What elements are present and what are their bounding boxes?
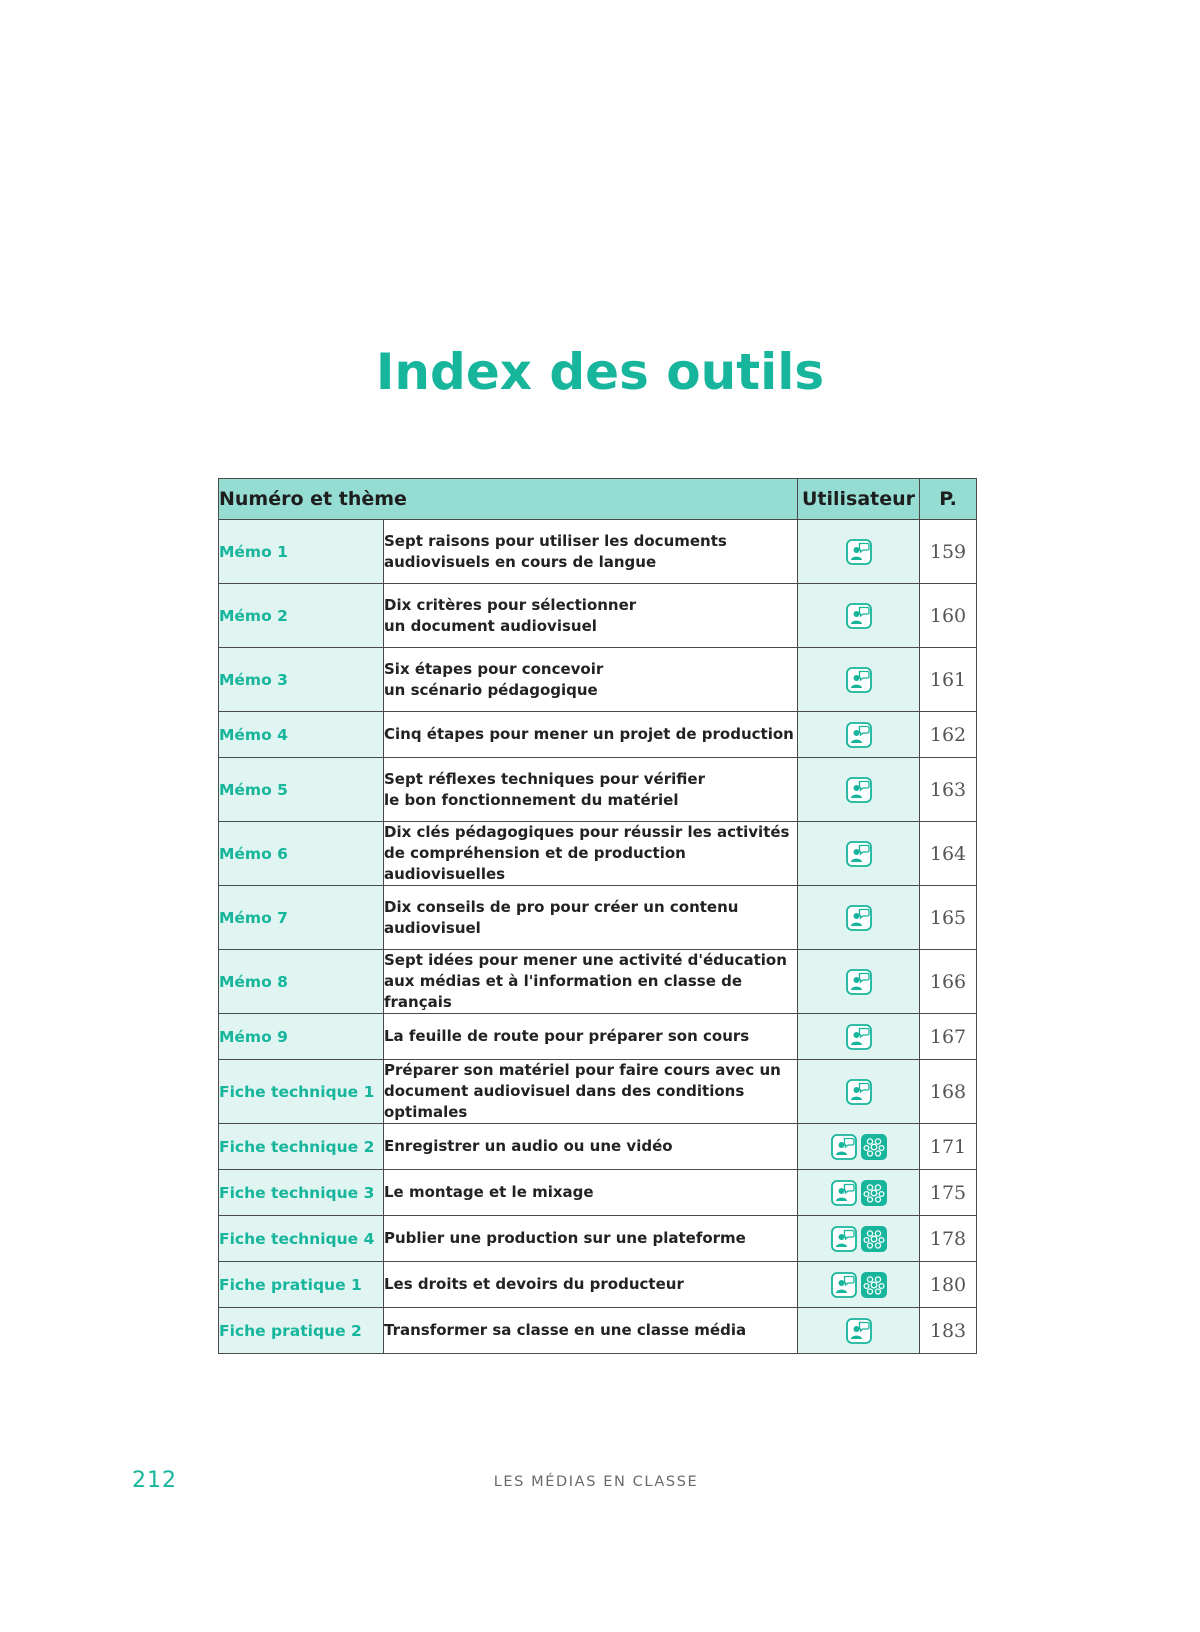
row-theme [384,758,798,822]
row-user [798,648,920,712]
row-theme [384,712,798,758]
row-theme [384,1060,798,1124]
teacher-speech-icon [846,667,872,693]
table-row [219,1060,977,1124]
row-theme [384,1014,798,1060]
running-title: LES MÉDIAS EN CLASSE [493,1474,699,1490]
row-theme [384,648,798,712]
group-icon [861,1134,887,1160]
page-title: Index des outils [375,343,825,401]
table-body [219,520,977,1354]
row-theme [384,886,798,950]
teacher-speech-icon [846,1318,872,1344]
row-theme-line: audiovisuels en cours de langue [384,552,657,571]
row-number: Mémo 4 [219,712,384,758]
row-page: 171 [920,1124,977,1170]
row-number: Mémo 1 [219,520,384,584]
row-user [798,1170,920,1216]
row-number: Fiche technique 1 [219,1060,384,1124]
row-user [798,822,920,886]
teacher-speech-icon [831,1226,857,1252]
page-number: 212 [132,1468,177,1493]
row-theme-line: Sept réflexes techniques pour vérifier [384,769,705,788]
row-theme-line: Enregistrer un audio ou une vidéo [384,1137,673,1155]
row-theme-line: Publier une production sur une plateforme [384,1229,746,1247]
row-user [798,758,920,822]
row-page: 161 [920,648,977,712]
row-user [798,1262,920,1308]
row-user [798,1216,920,1262]
table-row [219,758,977,822]
row-theme-line: Dix conseils de pro pour créer un contenu [384,897,739,916]
table-row [219,1170,977,1216]
header-number-theme: Numéro et thème [219,479,798,520]
row-number: Fiche pratique 1 [219,1262,384,1308]
header-user: Utilisateur [798,479,920,520]
group-icon [861,1226,887,1252]
teacher-speech-icon [846,722,872,748]
row-theme-line: La feuille de route pour préparer son cours [384,1027,750,1045]
row-theme-line: de compréhension et de production audiovisuelles [384,844,686,883]
row-theme-line: Six étapes pour concevoir [384,659,604,678]
row-theme-line: Préparer son matériel pour faire cours avec un [384,1061,781,1079]
row-number: Fiche technique 2 [219,1124,384,1170]
row-page: 175 [920,1170,977,1216]
row-theme [384,1262,798,1308]
row-user [798,1060,920,1124]
row-theme [384,1124,798,1170]
table-row [219,822,977,886]
teacher-speech-icon [831,1180,857,1206]
row-theme-line: Le montage et le mixage [384,1183,594,1201]
row-theme [384,822,798,886]
row-page: 164 [920,822,977,886]
row-number: Mémo 9 [219,1014,384,1060]
teacher-speech-icon [846,777,872,803]
row-theme-line: document audiovisuel dans des conditions optimales [384,1082,745,1121]
table-header-row [219,479,977,520]
teacher-speech-icon [846,539,872,565]
teacher-speech-icon [846,905,872,931]
row-theme-line: Les droits et devoirs du producteur [384,1275,684,1293]
row-theme-line: Transformer sa classe en une classe média [384,1321,747,1339]
row-user [798,1014,920,1060]
row-theme-line: aux médias et à l'information en classe de français [384,972,743,1011]
row-theme-line: un scénario pédagogique [384,680,598,699]
table-row [219,1262,977,1308]
row-user [798,1308,920,1354]
tools-index-table [218,478,977,1354]
header-page: P. [920,479,977,520]
table-row [219,1014,977,1060]
row-theme [384,1308,798,1354]
table-row [219,950,977,1014]
row-page: 166 [920,950,977,1014]
row-theme-line: Dix critères pour sélectionner [384,595,637,614]
row-number: Mémo 8 [219,950,384,1014]
table-row [219,886,977,950]
row-page: 178 [920,1216,977,1262]
group-icon [861,1180,887,1206]
row-page: 165 [920,886,977,950]
table-row [219,1216,977,1262]
row-theme-line: Sept idées pour mener une activité d'éducation [384,951,787,969]
row-theme [384,1216,798,1262]
row-number: Mémo 3 [219,648,384,712]
row-user [798,712,920,758]
row-user [798,520,920,584]
table-row [219,520,977,584]
row-user [798,584,920,648]
row-number: Fiche pratique 2 [219,1308,384,1354]
row-page: 167 [920,1014,977,1060]
teacher-speech-icon [831,1272,857,1298]
row-theme-line: Sept raisons pour utiliser les documents [384,531,727,550]
row-page: 163 [920,758,977,822]
table-row [219,648,977,712]
row-page: 183 [920,1308,977,1354]
row-page: 168 [920,1060,977,1124]
teacher-speech-icon [846,841,872,867]
row-theme [384,950,798,1014]
table-row [219,1124,977,1170]
table-row [219,1308,977,1354]
row-theme [384,520,798,584]
row-user [798,1124,920,1170]
row-page: 159 [920,520,977,584]
row-page: 180 [920,1262,977,1308]
row-number: Mémo 2 [219,584,384,648]
row-number: Mémo 5 [219,758,384,822]
row-page: 160 [920,584,977,648]
row-theme-line: Dix clés pédagogiques pour réussir les activités [384,823,790,841]
teacher-speech-icon [846,969,872,995]
table-row [219,712,977,758]
table-row [219,584,977,648]
group-icon [861,1272,887,1298]
row-theme [384,1170,798,1216]
row-number: Fiche technique 3 [219,1170,384,1216]
row-user [798,950,920,1014]
teacher-speech-icon [846,603,872,629]
teacher-speech-icon [831,1134,857,1160]
row-theme [384,584,798,648]
row-user [798,886,920,950]
teacher-speech-icon [846,1024,872,1050]
row-theme-line: le bon fonctionnement du matériel [384,790,679,809]
row-theme-line: un document audiovisuel [384,616,597,635]
row-number: Mémo 6 [219,822,384,886]
row-theme-line: audiovisuel [384,918,481,937]
row-number: Fiche technique 4 [219,1216,384,1262]
row-theme-line: Cinq étapes pour mener un projet de production [384,725,794,743]
teacher-speech-icon [846,1079,872,1105]
row-page: 162 [920,712,977,758]
row-number: Mémo 7 [219,886,384,950]
